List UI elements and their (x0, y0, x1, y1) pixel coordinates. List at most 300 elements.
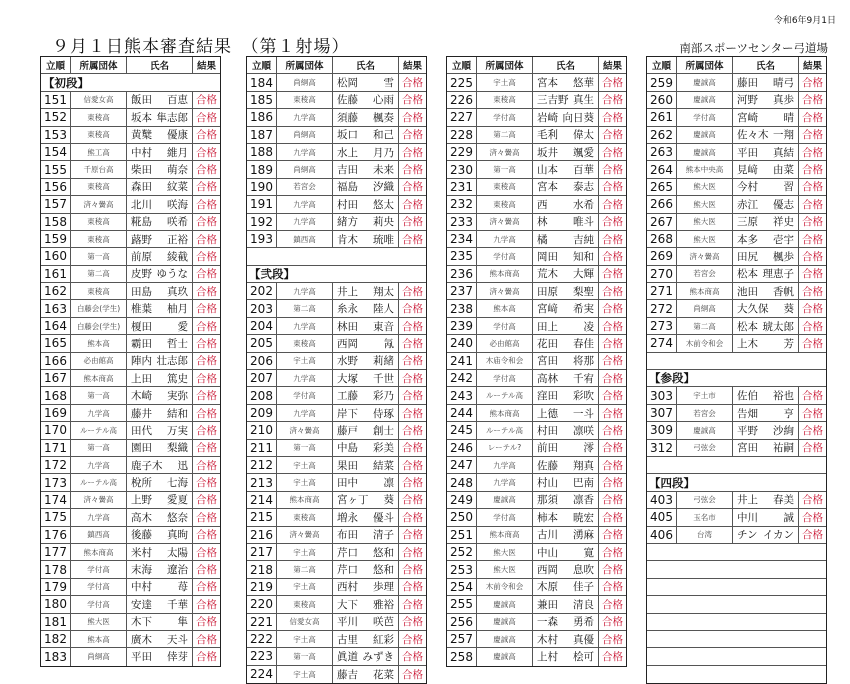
entry-name (127, 161, 193, 177)
entry-team: 信愛女高 (277, 614, 333, 630)
entry-family-name: 山本 (537, 164, 558, 177)
table-row (647, 109, 826, 126)
entry-order: 152 (41, 109, 71, 125)
entry-name (127, 579, 193, 595)
entry-given-name: 千華 (167, 598, 188, 611)
entry-order: 169 (41, 405, 71, 421)
entry-team: 鎮西高 (277, 231, 333, 247)
entry-result: 合格 (402, 303, 423, 316)
entry-name (127, 614, 193, 630)
entry-order: 177 (41, 544, 71, 560)
entry-result: 合格 (196, 424, 217, 437)
entry-result: 合格 (602, 233, 623, 246)
entry-team: 尚絅高 (71, 648, 127, 665)
entry-given-name: 紋菜 (167, 181, 188, 194)
entry-family-name: 古川 (537, 529, 558, 542)
table-row (447, 283, 626, 300)
entry-result: 合格 (802, 268, 823, 281)
entry-family-name: 西岡 (537, 564, 558, 577)
results-column-1 (40, 56, 221, 667)
entry-name (533, 527, 599, 543)
entry-order: 217 (247, 544, 277, 560)
entry-order: 262 (647, 127, 677, 143)
entry-team: 熊大医 (71, 614, 127, 630)
entry-family-name: 宮﨑 (537, 303, 558, 316)
entry-family-name: 上村 (537, 651, 558, 664)
entry-given-name: 悠奈 (167, 511, 188, 524)
entry-name (733, 161, 799, 177)
entry-team: 玉名市 (677, 509, 733, 525)
entry-name (533, 614, 599, 630)
entry-given-name: 莉緒 (373, 355, 394, 368)
entry-result: 合格 (402, 390, 423, 403)
entry-team: 熊工高 (71, 144, 127, 160)
entry-order: 162 (41, 283, 71, 299)
entry-family-name: 田尻 (737, 250, 758, 263)
entry-team: 熊大医 (677, 179, 733, 195)
entry-family-name: 佐藤 (537, 459, 558, 472)
entry-family-name: 木崎 (131, 390, 152, 403)
entry-name (533, 457, 599, 473)
entry-team: 弓弦会 (677, 492, 733, 508)
entry-order: 247 (447, 457, 477, 473)
entry-family-name: 榎田 (131, 320, 152, 333)
table-row (247, 283, 426, 300)
entry-name (127, 527, 193, 543)
entry-result: 合格 (196, 633, 217, 646)
entry-team: 必由館高 (71, 353, 127, 369)
entry-name (533, 144, 599, 160)
entry-order: 253 (447, 561, 477, 577)
entry-team: ルーテル高 (71, 422, 127, 438)
entry-order: 212 (247, 457, 277, 473)
entry-given-name: 希実 (573, 303, 594, 316)
entry-name (333, 579, 399, 595)
entry-order: 252 (447, 544, 477, 560)
entry-result: 合格 (196, 407, 217, 420)
entry-given-name: 遼治 (167, 564, 188, 577)
entry-result: 合格 (402, 650, 423, 663)
table-row (447, 144, 626, 161)
table-row (41, 561, 220, 578)
column-header (247, 57, 426, 74)
table-row (247, 144, 426, 161)
entry-result: 合格 (602, 511, 623, 524)
entry-name (733, 387, 799, 403)
entry-family-name: 田原 (537, 285, 558, 298)
blank-row (647, 544, 826, 561)
entry-team: 東稜高 (477, 196, 533, 212)
entry-given-name: 結菜 (373, 459, 394, 472)
entry-order: 203 (247, 300, 277, 316)
entry-given-name: 暁宏 (573, 511, 594, 524)
entry-team: 学付高 (477, 509, 533, 525)
rank-section-label: 【参段】 (649, 371, 695, 386)
entry-given-name: 倖芽 (167, 651, 188, 664)
entry-team: 宇土高 (277, 544, 333, 560)
entry-team: 東稜高 (71, 179, 127, 195)
entry-name (127, 109, 193, 125)
entry-given-name: 柚月 (167, 303, 188, 316)
entry-family-name: 末海 (131, 564, 152, 577)
entry-team: 熊本商高 (477, 527, 533, 543)
entry-given-name: 晴弓 (773, 77, 794, 90)
entry-given-name: 迅 (177, 459, 188, 472)
entry-order: 226 (447, 92, 477, 108)
header-name-given: 名 (765, 61, 776, 73)
entry-result: 合格 (602, 111, 623, 124)
entry-result: 合格 (402, 337, 423, 350)
entry-name (533, 179, 599, 195)
entry-family-name: 窪田 (537, 390, 558, 403)
entry-name (533, 422, 599, 438)
entry-order: 202 (247, 283, 277, 299)
entry-name (127, 127, 193, 143)
entry-team: 済々黌高 (677, 248, 733, 264)
rank-section-heading (41, 74, 220, 91)
entry-name (127, 561, 193, 577)
header-name-given: 名 (159, 61, 170, 73)
table-row (447, 74, 626, 91)
entry-order: 170 (41, 422, 71, 438)
entry-order: 208 (247, 387, 277, 403)
header-order: 立順 (41, 57, 71, 73)
table-row (647, 440, 826, 457)
entry-team: 白藤会(学生) (71, 300, 127, 316)
entry-given-name: 葵 (783, 303, 794, 316)
entry-order: 158 (41, 214, 71, 230)
entry-given-name: 勇希 (573, 616, 594, 629)
entry-given-name: 苺 (177, 581, 188, 594)
entry-order: 166 (41, 353, 71, 369)
table-row (41, 266, 220, 283)
header-team: 所属団体 (277, 57, 333, 73)
table-row (41, 440, 220, 457)
entry-result: 合格 (602, 424, 623, 437)
entry-team: 済々黌高 (277, 527, 333, 543)
entry-order: 209 (247, 405, 277, 421)
entry-team: 九学高 (71, 457, 127, 473)
entry-order: 255 (447, 596, 477, 612)
table-row (41, 405, 220, 422)
entry-family-name: 眞道 (337, 650, 358, 663)
entry-team: 第一高 (277, 648, 333, 664)
entry-family-name: 上田 (131, 372, 152, 385)
entry-given-name: 創士 (373, 424, 394, 437)
entry-result: 合格 (602, 129, 623, 142)
entry-family-name: 後藤 (131, 529, 152, 542)
entry-result: 合格 (802, 407, 823, 420)
entry-name (733, 405, 799, 421)
entry-given-name: 千世 (373, 372, 394, 385)
entry-team: 熊本商高 (477, 266, 533, 282)
entry-family-name: 須藤 (337, 111, 358, 124)
entry-team: 済々黌高 (71, 196, 127, 212)
table-row (41, 335, 220, 352)
entry-name (533, 248, 599, 264)
entry-order: 273 (647, 318, 677, 334)
entry-family-name: 花田 (537, 337, 558, 350)
entry-given-name: 愛 (177, 320, 188, 333)
entry-order: 215 (247, 509, 277, 525)
table-row (41, 353, 220, 370)
entry-family-name: 田上 (537, 320, 558, 333)
entry-team: 若宮会 (677, 405, 733, 421)
entry-name (333, 614, 399, 630)
entry-team: 九学高 (277, 109, 333, 125)
entry-given-name: 咲芭 (373, 616, 394, 629)
entry-order: 167 (41, 370, 71, 386)
entry-given-name: 優康 (167, 129, 188, 142)
entry-name (127, 457, 193, 473)
entry-name (333, 109, 399, 125)
entry-given-name: 清子 (373, 529, 394, 542)
header-result: 結果 (402, 61, 422, 73)
table-row (647, 492, 826, 509)
entry-family-name: 梲所 (131, 477, 152, 490)
entry-result: 合格 (196, 651, 217, 664)
table-row (447, 266, 626, 283)
entry-family-name: 陣内 (131, 355, 152, 368)
entry-team: 白藤会(学生) (71, 318, 127, 334)
entry-result: 合格 (602, 459, 623, 472)
table-row (647, 300, 826, 317)
entry-given-name: 七海 (167, 477, 188, 490)
entry-team: 九学高 (277, 318, 333, 334)
entry-result: 合格 (802, 442, 823, 455)
entry-order: 309 (647, 422, 677, 438)
entry-team: 宇土高 (277, 457, 333, 473)
entry-team: 済々黌高 (277, 422, 333, 438)
header-name (127, 57, 193, 73)
entry-family-name: 高林 (537, 372, 558, 385)
entry-name (533, 631, 599, 647)
table-row (41, 161, 220, 178)
entry-order: 176 (41, 527, 71, 543)
table-row (247, 666, 426, 683)
entry-result: 合格 (802, 303, 823, 316)
entry-family-name: 増永 (337, 511, 358, 524)
entry-result: 合格 (802, 337, 823, 350)
entry-result: 合格 (602, 442, 623, 455)
table-row (647, 387, 826, 404)
table-row (447, 596, 626, 613)
blank-row (647, 579, 826, 596)
entry-name (533, 474, 599, 490)
entry-name (733, 300, 799, 316)
blank-cell (647, 614, 826, 630)
entry-result: 合格 (602, 181, 623, 194)
entry-result: 合格 (402, 598, 423, 611)
entry-team: 慶誠高 (677, 74, 733, 90)
entry-family-name: 安達 (131, 598, 152, 611)
entry-result: 合格 (402, 94, 423, 107)
document-date: 令和6年9月1日 (773, 16, 836, 26)
entry-order: 155 (41, 161, 71, 177)
table-row (247, 509, 426, 526)
entry-family-name: 田島 (131, 285, 152, 298)
table-row (447, 405, 626, 422)
entry-team: 第一高 (277, 440, 333, 456)
entry-name (127, 214, 193, 230)
entry-name (333, 318, 399, 334)
entry-given-name: 正裕 (167, 233, 188, 246)
header-name-given: 名 (365, 61, 376, 73)
entry-family-name: 園田 (131, 442, 152, 455)
table-row (41, 614, 220, 631)
entry-order: 205 (247, 335, 277, 351)
entry-name (333, 283, 399, 299)
entry-result: 合格 (802, 111, 823, 124)
entry-team: 学付高 (71, 561, 127, 577)
entry-team: 九学高 (71, 405, 127, 421)
entry-name (333, 492, 399, 508)
entry-team: レーテル? (477, 440, 533, 456)
entry-order: 261 (647, 109, 677, 125)
entry-result: 合格 (602, 164, 623, 177)
entry-given-name: 佳子 (573, 581, 594, 594)
entry-order: 192 (247, 214, 277, 230)
entry-team: 尚絅高 (277, 127, 333, 143)
entry-given-name: 百華 (573, 164, 594, 177)
entry-family-name: 岩崎 (537, 111, 558, 124)
entry-result: 合格 (802, 424, 823, 437)
entry-order: 220 (247, 596, 277, 612)
entry-order: 270 (647, 266, 677, 282)
entry-team: 九学高 (277, 196, 333, 212)
entry-order: 245 (447, 422, 477, 438)
entry-name (533, 300, 599, 316)
header-name (733, 57, 799, 73)
entry-given-name: 葵 (383, 494, 394, 507)
table-row (447, 127, 626, 144)
entry-family-name: 西 (537, 198, 548, 211)
entry-family-name: 西岡 (337, 337, 358, 350)
entry-given-name: 咲海 (167, 198, 188, 211)
table-row (647, 422, 826, 439)
entry-given-name: 和己 (373, 129, 394, 142)
entry-family-name: 中山 (537, 546, 558, 559)
entry-team: ルーテル高 (477, 422, 533, 438)
blank-cell (647, 457, 826, 473)
entry-result: 合格 (196, 129, 217, 142)
entry-given-name: 楓歩 (773, 250, 794, 263)
entry-result: 合格 (602, 77, 623, 90)
entry-order: 178 (41, 561, 71, 577)
entry-result: 合格 (196, 146, 217, 159)
entry-given-name: 息吹 (573, 564, 594, 577)
entry-given-name: 咲希 (167, 216, 188, 229)
blank-cell (647, 596, 826, 612)
entry-team: 熊本商高 (71, 370, 127, 386)
entry-team: 学付高 (71, 596, 127, 612)
entry-family-name: 皮野 (131, 268, 152, 281)
entry-family-name: 鹿子木 (131, 459, 163, 472)
entry-given-name: 水希 (573, 198, 594, 211)
entry-family-name: 上木 (737, 337, 758, 350)
table-row (41, 579, 220, 596)
table-row (41, 92, 220, 109)
entry-family-name: 田中 (337, 477, 358, 490)
entry-order: 242 (447, 370, 477, 386)
entry-result: 合格 (196, 285, 217, 298)
entry-given-name: 春佳 (573, 337, 594, 350)
table-row (447, 579, 626, 596)
entry-team: 慶誠高 (477, 614, 533, 630)
entry-name (127, 387, 193, 403)
entry-name (333, 457, 399, 473)
table-row (41, 544, 220, 561)
entry-name (533, 92, 599, 108)
entry-family-name: 芹口 (337, 546, 358, 559)
entry-team: 第一高 (71, 440, 127, 456)
entry-order: 264 (647, 161, 677, 177)
entry-family-name: 飯田 (131, 94, 152, 107)
entry-team: 千原台高 (71, 161, 127, 177)
table-row (647, 92, 826, 109)
entry-order: 307 (647, 405, 677, 421)
entry-team: 済々黌高 (71, 492, 127, 508)
entry-order: 241 (447, 353, 477, 369)
entry-order: 213 (247, 474, 277, 490)
entry-name (127, 353, 193, 369)
entry-given-name: 由菜 (773, 164, 794, 177)
header-name-given: 名 (565, 61, 576, 73)
entry-order: 207 (247, 370, 277, 386)
entry-given-name: 香帆 (773, 285, 794, 298)
entry-family-name: 村山 (537, 477, 558, 490)
table-row (247, 127, 426, 144)
table-row (247, 300, 426, 317)
entry-family-name: 芹口 (337, 564, 358, 577)
entry-team: 東稜高 (71, 127, 127, 143)
table-row (41, 474, 220, 491)
entry-family-name: 廣木 (131, 633, 152, 646)
table-row (247, 405, 426, 422)
table-row (247, 614, 426, 631)
entry-family-name: 村田 (337, 198, 358, 211)
entry-given-name: 真優 (573, 633, 594, 646)
table-row (447, 92, 626, 109)
entry-family-name: 本多 (737, 233, 758, 246)
entry-name (127, 509, 193, 525)
entry-result: 合格 (402, 77, 423, 90)
entry-result: 合格 (402, 407, 423, 420)
entry-team: 第二高 (277, 300, 333, 316)
entry-result: 合格 (402, 494, 423, 507)
table-row (41, 422, 220, 439)
entry-result: 合格 (402, 285, 423, 298)
entry-team: 木庙令和会 (477, 353, 533, 369)
entry-order: 274 (647, 335, 677, 351)
table-row (447, 631, 626, 648)
entry-family-name: 三吉野 (537, 94, 569, 107)
entry-family-name: 兼田 (537, 598, 558, 611)
table-row (447, 474, 626, 491)
entry-family-name: 毛利 (537, 129, 558, 142)
entry-order: 222 (247, 631, 277, 647)
table-row (647, 248, 826, 265)
header-result: 結果 (802, 61, 822, 73)
blank-cell (647, 666, 826, 683)
entry-team: 九学高 (277, 144, 333, 160)
entry-family-name: 布田 (337, 529, 358, 542)
table-row (247, 387, 426, 404)
entry-order: 267 (647, 214, 677, 230)
table-row (447, 318, 626, 335)
entry-order: 163 (41, 300, 71, 316)
entry-order: 246 (447, 440, 477, 456)
